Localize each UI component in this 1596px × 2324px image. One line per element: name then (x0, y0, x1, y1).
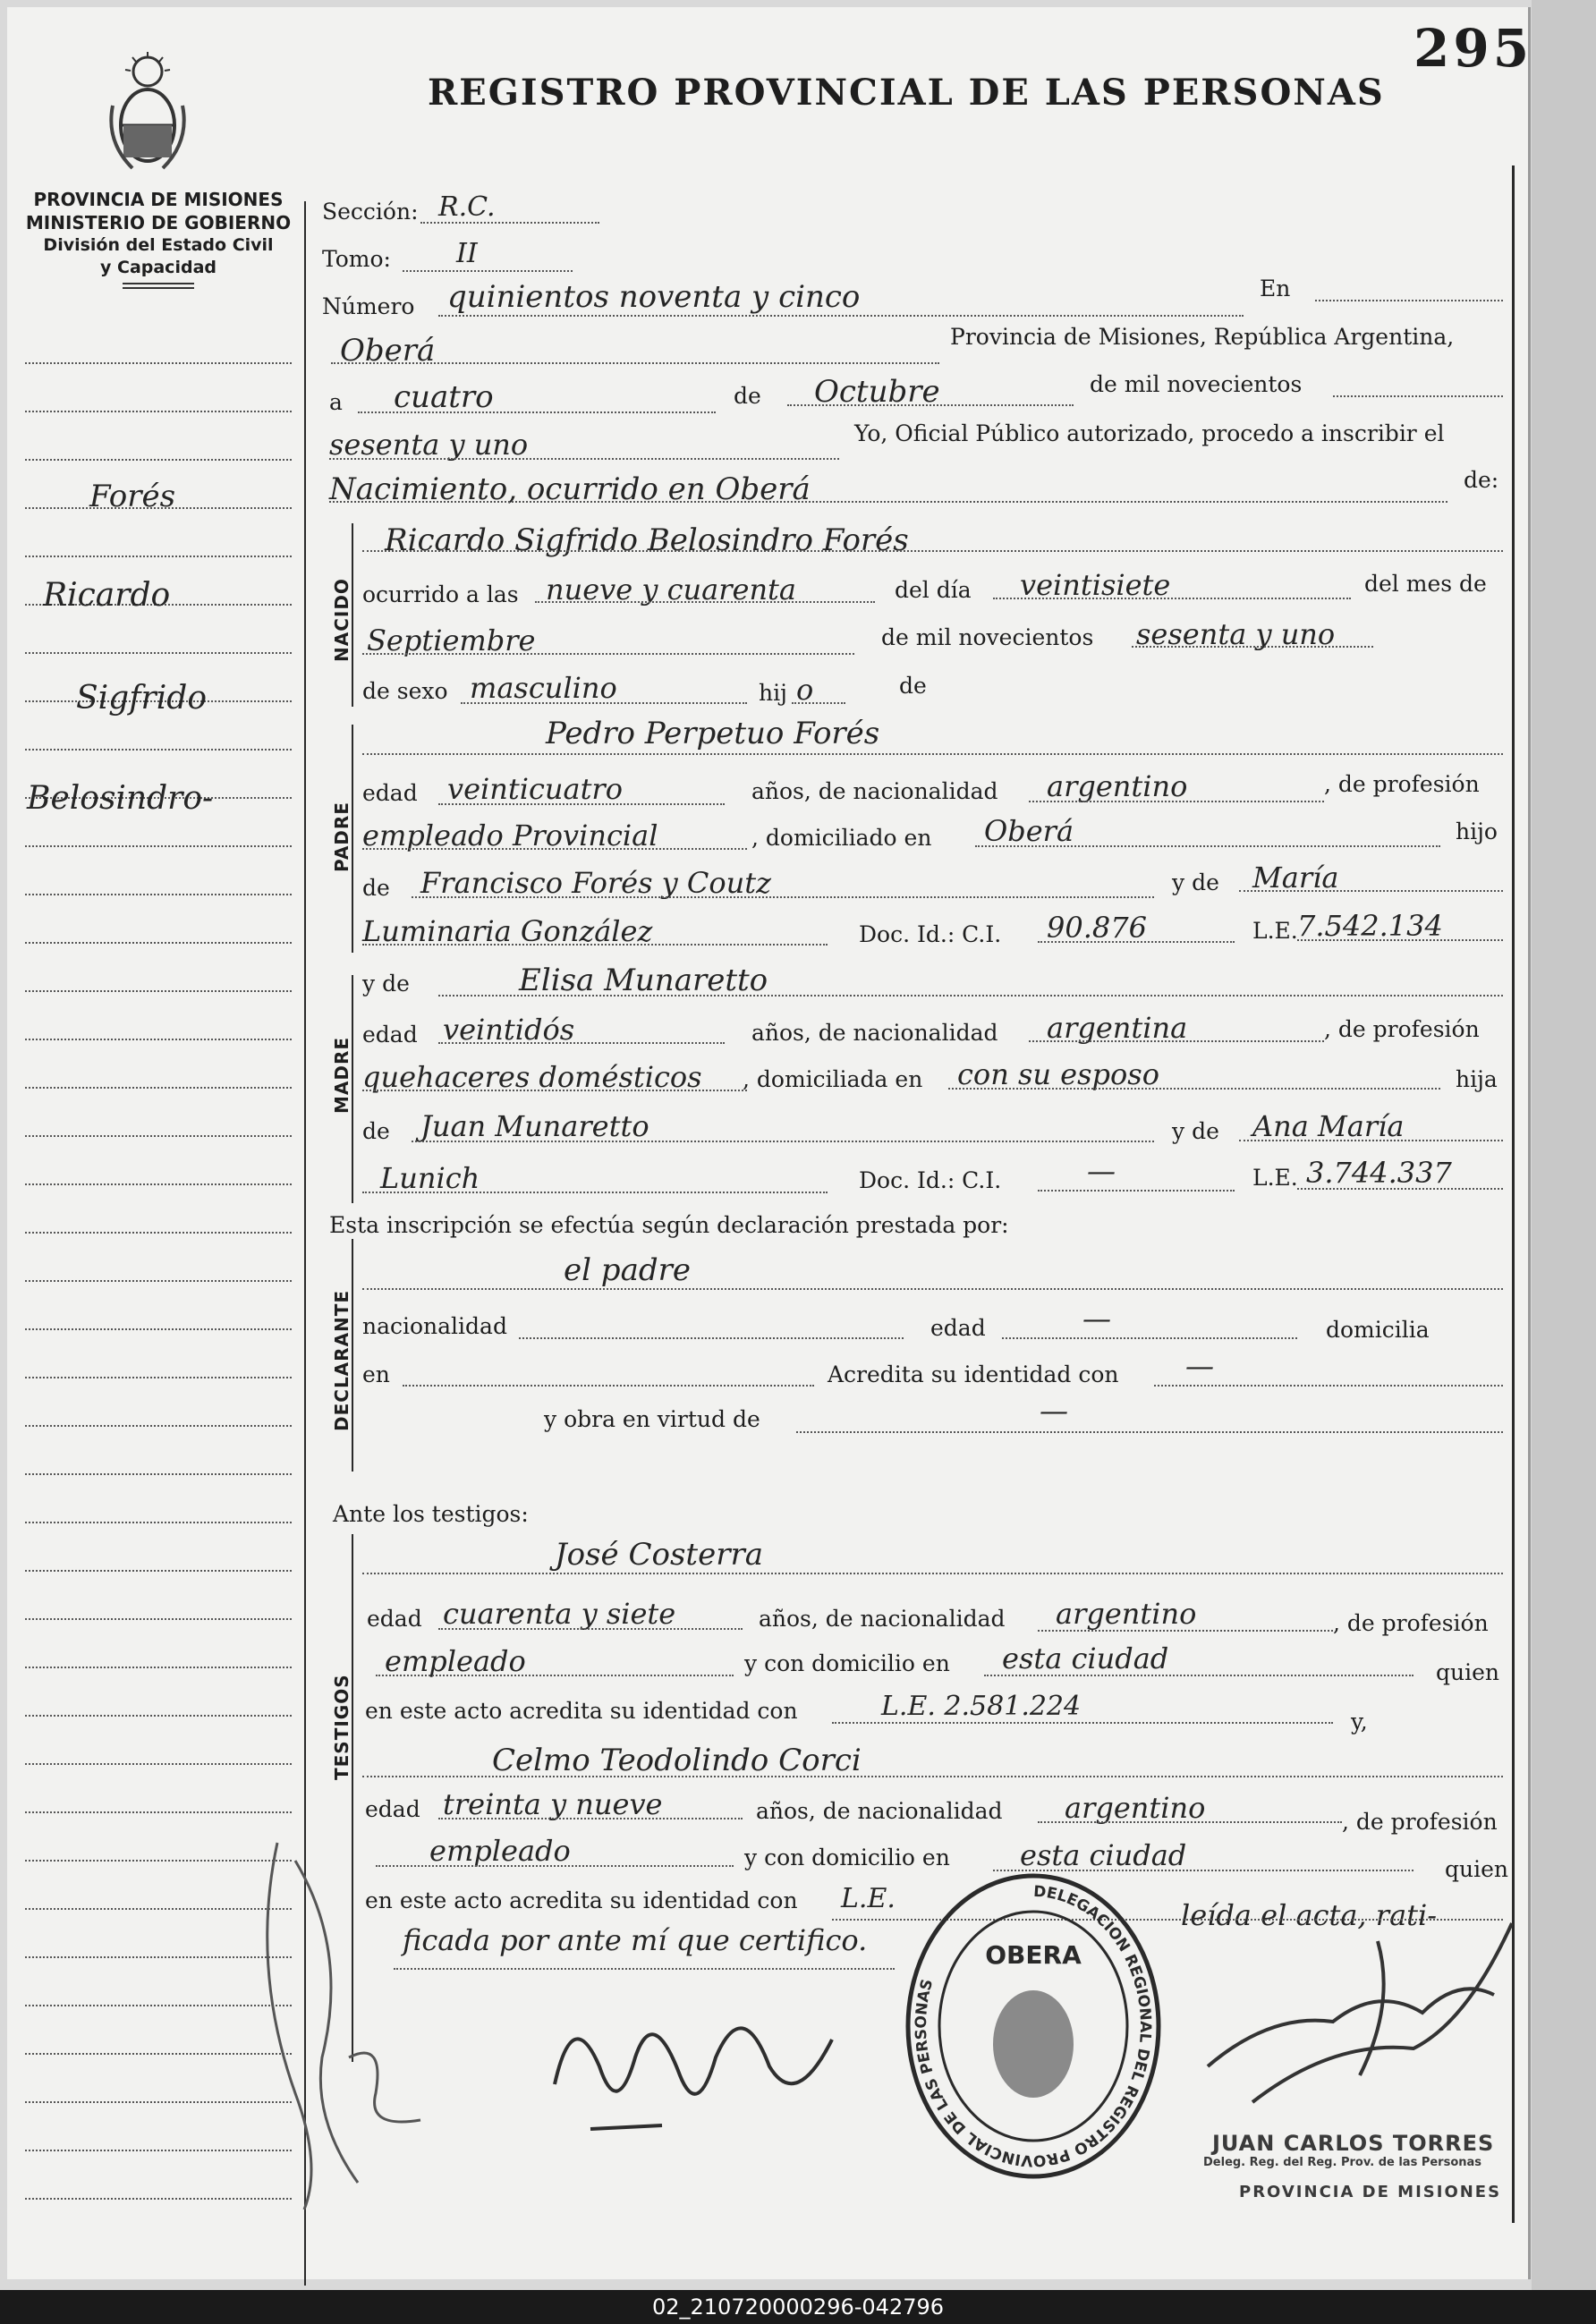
esta-inscripcion-label: Esta inscripción se efectúa según declaración prestada por: (329, 1212, 1009, 1238)
anio-nac-line (1132, 646, 1373, 648)
testigo2-dom-label: y con domicilio en (744, 1845, 950, 1870)
madre-dom-line (948, 1088, 1440, 1090)
anio-line (1333, 395, 1503, 397)
tipo-value: Nacimiento, ocurrido en Oberá (329, 471, 811, 507)
anio-acta-value: sesenta y uno (329, 428, 529, 462)
margin-rule-line (25, 1811, 292, 1813)
madre-le-label: L.E. (1252, 1165, 1298, 1191)
madre-nac: argentina (1047, 1011, 1188, 1045)
padre-edad: veinticuatro (447, 772, 623, 806)
margin-rule-line (25, 1280, 292, 1282)
madre-le-line (1297, 1188, 1503, 1190)
madre-madre-line (1239, 1140, 1503, 1141)
testigo2-edad-line (438, 1818, 743, 1819)
de-mil-label: de mil novecientos (881, 624, 1094, 650)
madre-side-label: MADRE (331, 1036, 352, 1114)
testigos-side-label: TESTIGOS (331, 1674, 352, 1780)
testigo2-nac: argentino (1065, 1791, 1206, 1825)
margin-rule-line (25, 1183, 292, 1185)
a-label: a (329, 389, 343, 415)
madre-nombre-line (438, 995, 1503, 997)
madre-edad-line (438, 1042, 725, 1044)
numero-line (438, 315, 1244, 317)
madre-prof-label: , de profesión (1324, 1016, 1480, 1042)
padre-nac: argentino (1047, 769, 1188, 803)
madre-padre: Juan Munaretto (420, 1109, 649, 1143)
madre-edad: veintidós (443, 1013, 575, 1047)
testigo1-prof-label: , de profesión (1333, 1610, 1489, 1636)
seal-center-text: OBERA (985, 1940, 1082, 1970)
mil-novecientos-label: de mil novecientos (1090, 371, 1303, 397)
official-name: JUAN CARLOS TORRES (1212, 2131, 1495, 2156)
margin-note-name-3: Belosindro- (27, 780, 214, 817)
mes-acta-value: Octubre (814, 374, 940, 410)
decl-en-label: en (362, 1361, 390, 1387)
madre-nac-line (1029, 1040, 1324, 1042)
madre-dom-label: , domiciliada en (743, 1066, 923, 1092)
padre-prof: empleado Provincial (362, 818, 658, 852)
margin-rule-line (25, 894, 292, 895)
tipo-line (329, 501, 1447, 503)
issuer-block (20, 188, 297, 289)
testigo1-acto-label: en este acto acredita su identidad con (365, 1698, 798, 1724)
nacido-nombre: Ricardo Sigfrido Belosindro Forés (385, 522, 909, 558)
declarante-value: el padre (564, 1252, 691, 1288)
issuer-rule (123, 283, 194, 289)
decl-edad-label: edad (930, 1315, 986, 1341)
decl-edad-line (1002, 1337, 1297, 1339)
nacido-side-label: NACIDO (331, 578, 352, 662)
hora-value: nueve y cuarenta (546, 573, 796, 606)
anio-acta-line (329, 458, 839, 460)
madre-le: 3.744.337 (1306, 1156, 1452, 1190)
testigo1-dom-label: y con domicilio en (744, 1650, 950, 1676)
margin-rule-line (25, 990, 292, 992)
padre-padre: Francisco Forés y Coutz (420, 866, 771, 900)
page-edge (1532, 0, 1596, 2324)
tomo-line (403, 270, 573, 272)
margin-rule-line (25, 1473, 292, 1475)
coat-of-arms-icon (106, 52, 190, 177)
official-seal (899, 1852, 1167, 2183)
margin-note-name-1: Ricardo (43, 577, 171, 614)
decl-acredita-dash: — (1185, 1349, 1214, 1383)
official-role: Deleg. Reg. del Reg. Prov. de las Personas (1203, 2156, 1482, 2169)
issuer-division: División del Estado Civil (43, 235, 274, 255)
madre-yde-label: y de (362, 971, 410, 997)
de-label: de (734, 383, 761, 409)
padre-le-line (1297, 939, 1503, 941)
numero-value: quinientos noventa y cinco (447, 279, 861, 315)
issuer-ministry: MINISTERIO DE GOBIERNO (25, 212, 292, 233)
padre-dom: Oberá (984, 814, 1074, 848)
margin-rule-line (25, 652, 292, 654)
hij-label: hij (759, 680, 787, 706)
madre-hija-label: hija (1456, 1066, 1498, 1092)
margin-rule-line (25, 556, 292, 557)
margin-rule-line (25, 1232, 292, 1234)
madre-madre: Ana María (1252, 1109, 1405, 1143)
margin-rule-line (25, 1763, 292, 1765)
padre-ci-line (1038, 941, 1235, 943)
padre-de-label: de (362, 875, 390, 901)
margin-rule-line (25, 459, 292, 461)
testigo1-prof: empleado (385, 1644, 526, 1678)
testigo1-nombre-line (362, 1573, 1503, 1574)
testigo2-acto-label: en este acto acredita su identidad con (365, 1887, 798, 1913)
padre-yde-label: y de (1172, 869, 1219, 895)
testigo1-y-label: y, (1351, 1709, 1368, 1735)
de-colon-label: de: (1464, 467, 1499, 493)
image-id-footer: 02_210720000296-042796 (0, 2290, 1596, 2324)
declarante-line (362, 1288, 1503, 1290)
en-line (1315, 300, 1503, 301)
margin-rule-line (25, 942, 292, 944)
madre-madre-2-line (362, 1192, 828, 1193)
margin-rule-line (25, 749, 292, 751)
leida-text: leída el acta, rati- (1181, 1898, 1438, 1932)
oficial-label: Yo, Oficial Público autorizado, procedo a inscribir el (854, 420, 1445, 446)
decl-obra-label: y obra en virtud de (544, 1406, 760, 1432)
padre-dom-line (975, 845, 1440, 847)
padre-dom-label: , domiciliado en (751, 825, 932, 851)
testigo2-nombre-line (362, 1776, 1503, 1777)
margin-rule-line (25, 1039, 292, 1040)
official-province: PROVINCIA DE MISIONES (1239, 2183, 1502, 2201)
testigo2-edad: treinta y nueve (443, 1787, 663, 1821)
madre-nac-label: años, de nacionalidad (751, 1020, 998, 1046)
tomo-value: II (456, 238, 478, 269)
del-dia-label: del día (895, 577, 972, 603)
sexo-value: masculino (470, 671, 617, 705)
madre-ci-label: Doc. Id.: C.I. (859, 1167, 1002, 1193)
hora-line (535, 601, 875, 603)
ocurrido-label: ocurrido a las (362, 581, 519, 607)
margin-rule-line (25, 1618, 292, 1620)
margin-rule-line (25, 1087, 292, 1089)
margin-rule-line (25, 1667, 292, 1668)
padre-ci-label: Doc. Id.: C.I. (859, 921, 1002, 947)
padre-side-label: PADRE (331, 802, 352, 872)
ficada-text: ficada por ante mí que certifico. (403, 1923, 868, 1957)
testigo1-edad-label: edad (367, 1606, 422, 1632)
testigo2-nombre: Celmo Teodolindo Corci (492, 1743, 862, 1778)
mes-nac-line (362, 653, 854, 655)
testigo2-quien-label: quien (1445, 1856, 1508, 1882)
madre-yde2-label: y de (1172, 1118, 1219, 1144)
madre-ci: — (1087, 1154, 1116, 1188)
testigo1-nac: argentino (1056, 1597, 1197, 1631)
padre-hijo-label: hijo (1456, 818, 1498, 844)
madre-dom: con su esposo (957, 1057, 1159, 1091)
madre-ci-line (1038, 1190, 1235, 1192)
padre-padre-line (412, 896, 1154, 898)
declarante-side-label: DECLARANTE (331, 1289, 352, 1431)
padre-le: 7.542.134 (1297, 909, 1443, 943)
margin-rule-line (25, 411, 292, 412)
signature-witness-2 (537, 1950, 859, 2147)
decl-obra-line (796, 1431, 1503, 1433)
decl-nac-label: nacionalidad (362, 1313, 507, 1339)
dia-nac-line (993, 598, 1351, 599)
document-title: REGISTRO PROVINCIAL DE LAS PERSONAS (428, 72, 1385, 114)
margin-note-name-2: Sigfrido (76, 680, 207, 717)
hij-suffix: o (796, 673, 814, 707)
sexo-label: de sexo (362, 678, 448, 704)
seccion-value: R.C. (438, 191, 496, 223)
testigo1-doc-line (832, 1722, 1333, 1724)
mes-acta-line (787, 404, 1074, 406)
seccion-label: Sección: (322, 199, 419, 225)
testigo1-dom: esta ciudad (1002, 1641, 1169, 1675)
dia-acta-line (358, 411, 716, 413)
padre-nombre-line (362, 753, 1503, 755)
hij-line (792, 702, 845, 704)
testigo2-prof-label: , de profesión (1342, 1809, 1498, 1835)
margin-rule-line (25, 1425, 292, 1427)
madre-nombre: Elisa Munaretto (519, 963, 768, 998)
dia-acta-value: cuatro (394, 379, 494, 415)
testigo1-doc: L.E. 2.581.224 (881, 1691, 1082, 1722)
margin-rule-line (25, 1135, 292, 1137)
decl-en-line (403, 1385, 814, 1387)
signature-official (1199, 1887, 1521, 2120)
testigo1-edad-line (438, 1628, 743, 1630)
madre-prof: quehaceres domésticos (362, 1060, 702, 1094)
issuer-division-2: y Capacidad (100, 258, 216, 277)
padre-le-label: L.E. (1252, 918, 1298, 944)
decl-dom-label: domicilia (1326, 1317, 1430, 1343)
madre-prof-line (362, 1090, 747, 1091)
decl-obra-dash: — (1040, 1394, 1068, 1428)
ante-testigos-label: Ante los testigos: (333, 1501, 529, 1527)
hij-de-label: de (899, 673, 927, 699)
dia-nac-value: veintisiete (1020, 568, 1171, 602)
testigo1-nac-line (1038, 1630, 1333, 1632)
margin-rule-line (25, 1522, 292, 1523)
testigo2-dom: esta ciudad (1020, 1838, 1187, 1872)
del-mes-label: del mes de (1364, 571, 1487, 597)
ciudad-value: Oberá (340, 333, 436, 369)
testigo1-quien-label: quien (1436, 1659, 1499, 1685)
tomo-label: Tomo: (322, 246, 391, 272)
testigo1-dom-line (984, 1675, 1413, 1676)
padre-prof-label: , de profesión (1324, 771, 1480, 797)
testigo2-edad-label: edad (365, 1796, 420, 1822)
decl-edad-dash: — (1082, 1302, 1111, 1336)
nacido-nombre-line (362, 550, 1503, 552)
anio-nac-value: sesenta y uno (1136, 617, 1336, 651)
en-label: En (1260, 276, 1291, 301)
padre-madre-line (1239, 890, 1503, 892)
padre-prof-line (362, 848, 747, 850)
signature-witness-1 (242, 1825, 474, 2218)
testigo2-nac-line (1038, 1821, 1342, 1823)
testigo1-nac-label: años, de nacionalidad (759, 1606, 1006, 1632)
ciudad-line (331, 362, 939, 364)
madre-madre-2: Lunich (380, 1161, 480, 1195)
numero-label: Número (322, 293, 415, 319)
padre-nombre: Pedro Perpetuo Forés (546, 716, 880, 751)
sexo-line (461, 702, 747, 704)
testigo1-nombre: José Costerra (555, 1537, 763, 1573)
testigo2-doc: L.E. (841, 1883, 896, 1914)
padre-edad-line (438, 803, 725, 805)
madre-padre-line (412, 1141, 1154, 1142)
testigo2-prof: empleado (429, 1834, 571, 1868)
padre-nac-label: años, de nacionalidad (751, 778, 998, 804)
mes-nac-value: Septiembre (367, 623, 536, 657)
padre-madre: María (1252, 861, 1339, 895)
seal-ring-text: DELEGACION REGIONAL DEL REGISTRO PROVINCIAL DE LAS PERSONAS (912, 1882, 1154, 2170)
padre-madre-2-line (362, 944, 828, 946)
madre-edad-label: edad (362, 1022, 418, 1047)
padre-nac-line (1029, 801, 1324, 802)
margin-rule-line (25, 1570, 292, 1572)
padre-madre-2: Luminaria González (362, 914, 653, 948)
margin-rule-line (25, 1715, 292, 1717)
provincia-label: Provincia de Misiones, República Argentina, (950, 324, 1455, 350)
decl-acredita-label: Acredita su identidad con (828, 1361, 1119, 1387)
issuer-province: PROVINCIA DE MISIONES (33, 189, 284, 210)
margin-rule-line (25, 1328, 292, 1330)
testigo1-prof-line (376, 1675, 734, 1676)
madre-de-label: de (362, 1118, 390, 1144)
decl-acredita-line (1154, 1385, 1503, 1387)
margin-rule-line (25, 1377, 292, 1378)
page-number: 295 (1413, 18, 1533, 79)
margin-rule-line (25, 362, 292, 364)
padre-edad-label: edad (362, 780, 418, 806)
margin-note-surname: Forés (89, 479, 176, 514)
decl-nac-line (519, 1337, 904, 1339)
padre-ci: 90.876 (1047, 911, 1147, 945)
testigo2-nac-label: años, de nacionalidad (756, 1798, 1003, 1824)
margin-rule-line (25, 845, 292, 847)
testigo1-edad: cuarenta y siete (443, 1597, 676, 1631)
